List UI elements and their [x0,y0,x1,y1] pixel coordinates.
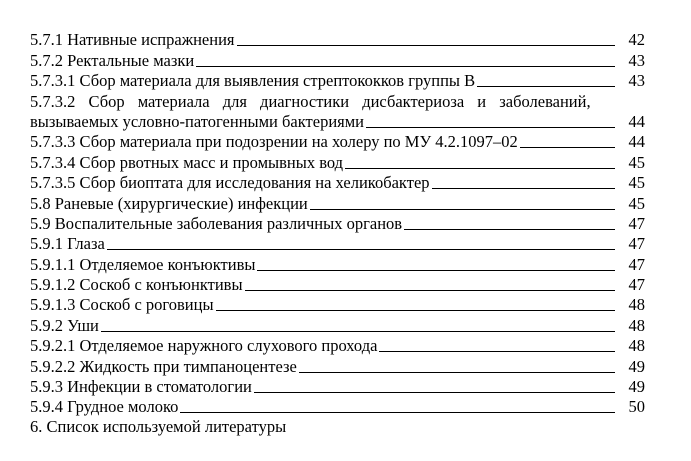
toc-page-number: 43 [628,71,645,91]
toc-entry [30,377,645,397]
toc-leader [254,392,615,393]
toc-page-number: 43 [628,50,645,70]
toc-entry [30,275,645,295]
toc-entry-title: 5.7.3.2 Сбор материала для диагностики дисбактериоза и заболеваний, [30,91,591,111]
toc-leader [180,412,615,413]
toc-leader [299,372,615,373]
toc-entry [30,234,645,254]
toc-leader [345,168,615,169]
toc-page-number: 47 [628,213,645,233]
toc-leader [216,310,615,311]
toc-page-number: 44 [628,132,645,152]
toc-entry [30,254,645,274]
toc-entry [30,152,645,172]
toc-leader [310,209,615,210]
toc-entry-title: 5.9.2.1 Отделяемое наружного слухового прохода [30,336,378,356]
toc-page-number: 48 [628,315,645,335]
toc-entry [30,356,645,376]
toc-entry-title: 5.9.1.3 Соскоб с роговицы [30,295,214,315]
toc-entry-title: вызываемых условно-патогенными бактериями [30,111,365,131]
toc-leader [196,66,615,67]
toc-entry-title: 5.7.3.5 Сбор биоптата для исследования на хеликобактер [30,173,430,193]
toc-entry-title: 5.8 Раневые (хирургические) инфекции [30,193,308,213]
toc-entry-title: 5.9.3 Инфекции в стоматологии [30,377,252,397]
toc-leader [379,351,615,352]
toc-entry [30,336,645,356]
toc-entry-title: 6. Список используемой литературы [30,417,287,437]
toc-entry [30,397,645,417]
toc-entry [30,50,645,70]
toc-leader [107,249,615,250]
toc-page-number: 47 [628,275,645,295]
toc-leader [245,290,615,291]
toc-entry [30,417,645,437]
toc-leader [520,147,615,148]
toc-leader [477,86,615,87]
toc-page-number: 49 [628,356,645,376]
toc-entry [30,112,645,132]
toc-entry-title: 5.9.1.2 Соскоб с конъюнктивы [30,275,243,295]
toc-leader [366,127,615,128]
toc-entry [30,91,645,111]
toc-leader [432,188,615,189]
table-of-contents [30,30,645,438]
toc-entry-title: 5.9 Воспалительные заболевания различных органов [30,213,403,233]
toc-entry-title: 5.7.3.3 Сбор материала при подозрении на холеру по МУ 4.2.1097–02 [30,132,518,152]
toc-entry-title: 5.9.1 Глаза [30,234,105,254]
toc-page-number: 47 [628,254,645,274]
toc-entry-title: 5.9.4 Грудное молоко [30,397,179,417]
toc-entry-title: 5.7.3.1 Сбор материала для выявления стрептококков группы В [30,71,476,91]
toc-page-number: 48 [628,336,645,356]
toc-entry-title: 5.9.1.1 Отделяемое конъюктивы [30,254,256,274]
toc-page-number: 45 [628,173,645,193]
toc-leader [404,229,615,230]
toc-entry [30,30,645,50]
toc-entry [30,295,645,315]
toc-entry-title: 5.9.2.2 Жидкость при тимпаноцентезе [30,356,297,376]
toc-entry [30,173,645,193]
toc-page-number: 49 [628,377,645,397]
toc-entry-title: 5.7.2 Ректальные мазки [30,50,195,70]
toc-entry [30,315,645,335]
toc-page-number: 42 [628,30,645,50]
toc-entry-title: 5.7.1 Нативные испражнения [30,30,235,50]
toc-entry-title: 5.9.2 Уши [30,315,99,335]
toc-entry [30,71,645,91]
toc-entry [30,193,645,213]
toc-entry-title: 5.7.3.4 Сбор рвотных масс и промывных вод [30,152,344,172]
toc-page-number: 48 [628,295,645,315]
toc-leader [101,331,615,332]
toc-page-number: 47 [628,234,645,254]
toc-leader [237,45,616,46]
toc-page-number: 45 [628,193,645,213]
toc-page-number: 50 [628,397,645,417]
toc-entry [30,132,645,152]
toc-page-number: 44 [628,111,645,131]
toc-entry [30,214,645,234]
toc-leader [257,270,615,271]
toc-page-number: 45 [628,152,645,172]
